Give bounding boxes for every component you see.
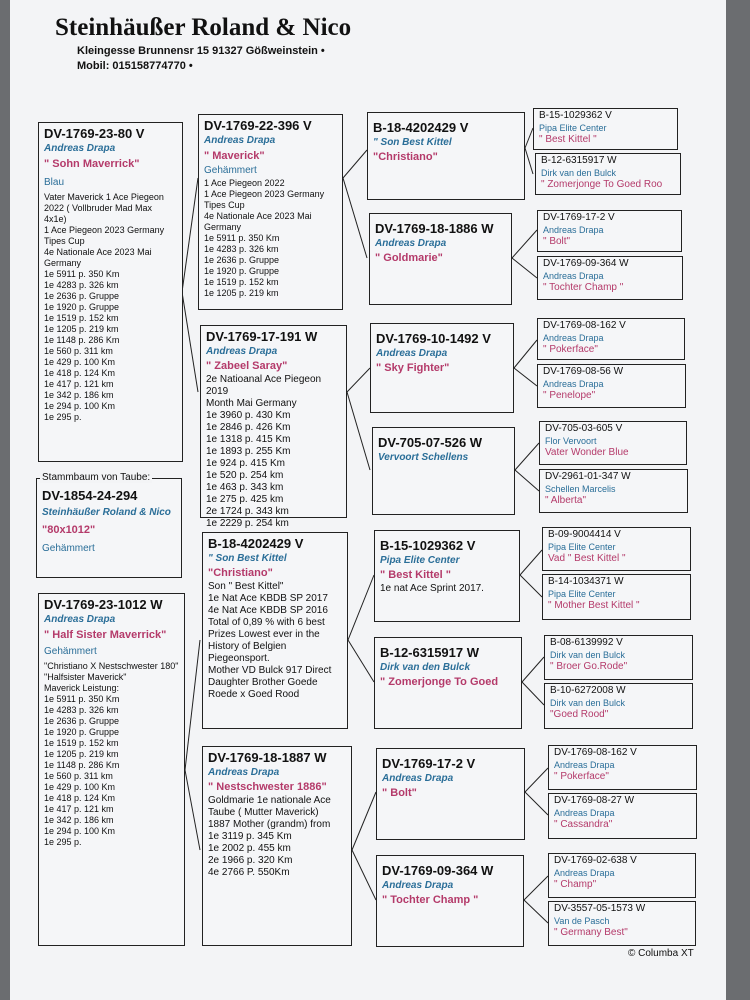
ring-number: B-12-6315917 W bbox=[380, 645, 479, 660]
pigeon-name: " Germany Best" bbox=[554, 927, 628, 938]
connector-line bbox=[525, 128, 533, 148]
pigeon-color: Gehämmert bbox=[204, 165, 257, 176]
stammbaum-label: Stammbaum von Taube: bbox=[42, 472, 151, 483]
pigeon-color: Blau bbox=[44, 177, 65, 188]
ring-number: DV-1769-08-162 V bbox=[554, 747, 637, 758]
pigeon-info: Son " Best Kittel" 1e Nat Ace KBDB SP 2017 4e Nat Ace KBDB SP 2016 Total of 0,89 % with 6 best Prizes Lowest ever in the History of Belgien Piegeonsport. Mother VD Bulck 917 Direct Daughter Brother Goede Roede x Goed Rood bbox=[208, 581, 332, 700]
ring-number: DV-1769-18-1887 W bbox=[208, 750, 327, 765]
pigeon-name: Vater Wonder Blue bbox=[545, 447, 629, 458]
ring-number: B-12-6315917 W bbox=[541, 155, 617, 166]
great-grandparent-box[interactable] bbox=[372, 427, 515, 515]
ring-number: DV-1769-18-1886 W bbox=[375, 221, 494, 236]
connector-line bbox=[520, 550, 542, 575]
ring-number: DV-1769-09-364 W bbox=[543, 258, 629, 269]
breeder-name: Andreas Drapa bbox=[554, 808, 615, 818]
ring-number: DV-1769-17-2 V bbox=[382, 756, 476, 771]
breeder-name: Andreas Drapa bbox=[44, 614, 116, 625]
breeder-name: Andreas Drapa bbox=[554, 760, 615, 770]
connector-line bbox=[347, 392, 370, 470]
breeder-name: " Son Best Kittel bbox=[208, 553, 287, 564]
ring-number: DV-705-07-526 W bbox=[378, 435, 483, 450]
ancestor-box[interactable] bbox=[548, 793, 697, 839]
connector-line bbox=[512, 258, 537, 278]
breeder-name: Andreas Drapa bbox=[543, 379, 604, 389]
pigeon-name: " Bolt" bbox=[543, 236, 571, 247]
connector-line bbox=[512, 230, 537, 258]
connector-line bbox=[520, 575, 542, 597]
connector-line bbox=[525, 768, 548, 792]
pigeon-name: " Mother Best Kittel " bbox=[548, 600, 640, 611]
connector-line bbox=[343, 178, 367, 258]
ring-number: DV-1769-22-396 V bbox=[204, 118, 312, 133]
great-grandparent-box[interactable] bbox=[376, 855, 524, 947]
breeder-name: Dirk van den Bulck bbox=[550, 698, 626, 708]
pigeon-name: " Half Sister Maverrick" bbox=[44, 629, 167, 641]
connector-line bbox=[348, 575, 374, 640]
ring-number: B-15-1029362 V bbox=[380, 538, 476, 553]
pigeon-name: " Penelope" bbox=[543, 390, 596, 401]
breeder-name: Pipa Elite Center bbox=[380, 555, 460, 566]
connector-line bbox=[352, 792, 376, 850]
ring-number: DV-2961-01-347 W bbox=[545, 471, 631, 482]
breeder-name: Andreas Drapa bbox=[543, 225, 604, 235]
great-grandparent-box[interactable] bbox=[370, 323, 514, 413]
ancestor-box[interactable] bbox=[542, 574, 691, 620]
breeder-name: Andreas Drapa bbox=[204, 135, 276, 146]
pigeon-name: " Sohn Maverrick" bbox=[44, 158, 140, 170]
ring-number: DV-1769-08-56 W bbox=[543, 366, 624, 377]
ancestor-box[interactable] bbox=[537, 210, 682, 252]
ring-number: DV-1769-23-80 V bbox=[44, 126, 145, 141]
ring-number: DV-3557-05-1573 W bbox=[554, 903, 646, 914]
connector-line bbox=[524, 876, 548, 900]
pigeon-name: "Christiano" bbox=[373, 151, 438, 163]
breeder-name: Steinhäußer Roland & Nico bbox=[42, 507, 171, 518]
breeder-name: Dirk van den Bulck bbox=[380, 662, 471, 673]
ring-number: B-18-4202429 V bbox=[208, 536, 304, 551]
breeder-name: Andreas Drapa bbox=[543, 333, 604, 343]
connector-line bbox=[514, 340, 537, 368]
ring-number: DV-1769-08-162 V bbox=[543, 320, 626, 331]
connector-line bbox=[347, 368, 370, 392]
ancestor-box[interactable] bbox=[535, 153, 681, 195]
connector-line bbox=[185, 640, 200, 770]
ring-number: B-18-4202429 V bbox=[373, 120, 469, 135]
ring-number: DV-1854-24-294 bbox=[42, 488, 138, 503]
pigeon-name: " Sky Fighter" bbox=[376, 362, 450, 374]
pigeon-name: " Bolt" bbox=[382, 787, 417, 799]
pigeon-name: " Pokerface" bbox=[543, 344, 598, 355]
connector-line bbox=[515, 443, 539, 470]
pigeon-name: " Alberta" bbox=[545, 495, 587, 506]
pigeon-name: "80x1012" bbox=[42, 524, 96, 536]
ring-number: DV-1769-17-2 V bbox=[543, 212, 615, 223]
pigeon-name: " Maverick" bbox=[204, 150, 265, 162]
ancestor-box[interactable] bbox=[537, 318, 685, 360]
great-grandparent-box[interactable] bbox=[374, 637, 522, 729]
ancestor-box[interactable] bbox=[548, 901, 696, 946]
pigeon-name: " Best Kittel " bbox=[539, 134, 597, 145]
pigeon-name: " Goldmarie" bbox=[375, 252, 443, 264]
connector-line bbox=[514, 368, 537, 386]
breeder-name: Andreas Drapa bbox=[376, 348, 448, 359]
breeder-name: Andreas Drapa bbox=[208, 767, 280, 778]
pigeon-name: " Nestschwester 1886" bbox=[208, 781, 327, 793]
connector-line bbox=[515, 470, 539, 491]
subject-box[interactable] bbox=[36, 478, 182, 578]
breeder-name: Andreas Drapa bbox=[206, 346, 278, 357]
ring-number: B-14-1034371 W bbox=[548, 576, 624, 587]
ancestor-box[interactable] bbox=[533, 108, 678, 150]
breeder-name: Dirk van den Bulck bbox=[541, 168, 617, 178]
connector-line bbox=[522, 657, 544, 682]
pigeon-name: " Zabeel Saray" bbox=[206, 360, 288, 372]
ring-number: DV-1769-08-27 W bbox=[554, 795, 635, 806]
breeder-name: Pipa Elite Center bbox=[548, 589, 616, 599]
grandparent-box[interactable] bbox=[200, 325, 347, 529]
connector-line bbox=[524, 900, 548, 923]
connector-line bbox=[525, 792, 548, 815]
connector-line bbox=[182, 292, 198, 392]
pigeon-info: 2e Natioanal Ace Piegeon 2019 Month Mai Germany 1e 3960 p. 430 Km 1e 2846 p. 426 Km 1e 1318 p. 415 Km 1e 1893 p. 255 Km 1e 924 p. 415 Km 1e 520 p. 254 km 1e 463 p. 343 km 1e 275 p. 425 km 2e 1724 p. 343 km 1e 2229 p. 254 km bbox=[206, 374, 322, 529]
grandparent-box[interactable] bbox=[202, 532, 348, 729]
ring-number: DV-1769-09-364 W bbox=[382, 863, 494, 878]
breeder-name: Pipa Elite Center bbox=[548, 542, 616, 552]
pigeon-name: " Broer Go.Rode" bbox=[550, 661, 628, 672]
ancestor-box[interactable] bbox=[544, 683, 693, 729]
connector-line bbox=[352, 850, 376, 900]
ring-number: B-10-6272008 W bbox=[550, 685, 626, 696]
breeder-name: Andreas Drapa bbox=[44, 143, 116, 154]
breeder-name: Van de Pasch bbox=[554, 916, 610, 926]
connector-line bbox=[522, 682, 544, 705]
ancestor-box[interactable] bbox=[548, 853, 696, 898]
pigeon-name: "Goed Rood" bbox=[550, 709, 609, 720]
pigeon-color: Gehämmert bbox=[42, 543, 95, 554]
pigeon-color: Gehämmert bbox=[44, 646, 97, 657]
mother-box[interactable] bbox=[38, 593, 185, 946]
pigeon-name: " Tochter Champ " bbox=[543, 282, 624, 293]
grandparent-box[interactable] bbox=[202, 746, 352, 946]
connector-line bbox=[348, 640, 374, 682]
pigeon-info: 1 Ace Piegeon 2022 1 Ace Piegeon 2023 Germany Tipes Cup 4e Nationale Ace 2023 Mai Germany 1e 5911 p. 350 Km 1e 4283 p. 326 km 1e 2636 p. Gruppe 1e 1920 p. Gruppe 1e 1519 p. 152 km 1e 1205 p. 219 km bbox=[204, 178, 325, 298]
ring-number: DV-1769-02-638 V bbox=[554, 855, 637, 866]
pigeon-name: " Pokerface" bbox=[554, 771, 609, 782]
connector-line bbox=[182, 178, 198, 292]
ancestor-box[interactable] bbox=[539, 469, 688, 513]
connector-line bbox=[185, 770, 200, 850]
pigeon-name: Vad " Best Kittel " bbox=[548, 553, 626, 564]
ring-number: B-15-1029362 V bbox=[539, 110, 612, 121]
great-grandparent-box[interactable] bbox=[367, 112, 525, 200]
pigeon-name: " Zomerjonge To Goed bbox=[380, 676, 499, 688]
ancestor-box[interactable] bbox=[537, 256, 683, 300]
breeder-name: Andreas Drapa bbox=[543, 271, 604, 281]
ancestor-box[interactable] bbox=[542, 527, 691, 571]
breeder-name: Flor Vervoort bbox=[545, 436, 597, 446]
breeder-name: Schellen Marcelis bbox=[545, 484, 616, 494]
ring-number: DV-1769-23-1012 W bbox=[44, 597, 163, 612]
connector-line bbox=[343, 150, 367, 178]
ancestor-box[interactable] bbox=[544, 635, 693, 680]
connector-line bbox=[525, 148, 533, 174]
ring-number: B-08-6139992 V bbox=[550, 637, 623, 648]
pigeon-info: Goldmarie 1e nationale Ace Taube ( Mutter Maverick) 1887 Mother (grandm) from 1e 3119 p. 345 Km 1e 2002 p. 455 km 2e 1966 p. 320 Km 4e 2766 P. 550Km bbox=[208, 795, 331, 878]
ancestor-box[interactable] bbox=[539, 421, 687, 465]
ring-number: DV-1769-17-191 W bbox=[206, 329, 318, 344]
breeder-name: Andreas Drapa bbox=[554, 868, 615, 878]
breeder-name: Andreas Drapa bbox=[382, 773, 454, 784]
breeder-name: Andreas Drapa bbox=[382, 880, 454, 891]
ring-number: B-09-9004414 V bbox=[548, 529, 621, 540]
pigeon-name: "Christiano" bbox=[208, 567, 273, 579]
owner-address: Kleingesse Brunnensr 15 91327 Gößweinstein • bbox=[77, 45, 325, 57]
great-grandparent-box[interactable] bbox=[374, 530, 520, 622]
pigeon-name: " Best Kittel " bbox=[380, 569, 451, 581]
ring-number: DV-705-03-605 V bbox=[545, 423, 623, 434]
breeder-name: Andreas Drapa bbox=[375, 238, 447, 249]
breeder-name: " Son Best Kittel bbox=[373, 137, 452, 148]
breeder-name: Dirk van den Bulck bbox=[550, 650, 626, 660]
pigeon-name: " Champ" bbox=[554, 879, 597, 890]
breeder-name: Vervoort Schellens bbox=[378, 452, 469, 463]
pigeon-name: " Tochter Champ " bbox=[382, 894, 479, 906]
owner-phone: Mobil: 015158774770 • bbox=[77, 60, 193, 72]
ring-number: DV-1769-10-1492 V bbox=[376, 331, 491, 346]
copyright-text: © Columba XT bbox=[628, 948, 694, 959]
pigeon-name: " Cassandra" bbox=[554, 819, 613, 830]
great-grandparent-box[interactable] bbox=[369, 213, 512, 305]
father-box[interactable] bbox=[38, 122, 183, 462]
pigeon-name: " Zomerjonge To Goed Roo bbox=[541, 179, 663, 190]
ancestor-box[interactable] bbox=[548, 745, 697, 790]
grandparent-box[interactable] bbox=[198, 114, 343, 310]
pigeon-info: "Christiano X Nestschwester 180" "Halfsister Maverick" Maverick Leistung: 1e 5911 p. 350 Km 1e 4283 p. 326 km 1e 2636 p. Gruppe 1e 1920 p. Gruppe 1e 1519 p. 152 km 1e 1205 p. 219 km 1e 1148 p. 286 Km 1e 560 p. 311 km 1e 429 p. 100 Km 1e 418 p. 124 Km 1e 417 p. 121 km 1e 342 p. 186 km 1e 294 p. 100 Km 1e 295 p. bbox=[44, 661, 179, 847]
owner-title: Steinhäußer Roland & Nico bbox=[55, 14, 352, 41]
pigeon-info: 1e nat Ace Sprint 2017. bbox=[380, 583, 484, 594]
pigeon-info: Vater Maverick 1 Ace Piegeon 2022 ( Vollbruder Mad Max 4x1e) 1 Ace Piegeon 2023 Germany Tipes Cup 4e Nationale Ace 2023 Mai Germany 1e 5911 p. 350 Km 1e 4283 p. 326 km 1e 2636 p. Gruppe 1e 1920 p. Gruppe 1e 1519 p. 152 km 1e 1205 p. 219 km 1e 1148 p. 286 Km 1e 560 p. 311 km 1e 429 p. 100 Km 1e 418 p. 124 Km 1e 417 p. 121 km 1e 342 p. 186 km 1e 294 p. 100 Km 1e 295 p. bbox=[44, 192, 165, 422]
breeder-name: Pipa Elite Center bbox=[539, 123, 607, 133]
ancestor-box[interactable] bbox=[537, 364, 686, 408]
great-grandparent-box[interactable] bbox=[376, 748, 525, 840]
